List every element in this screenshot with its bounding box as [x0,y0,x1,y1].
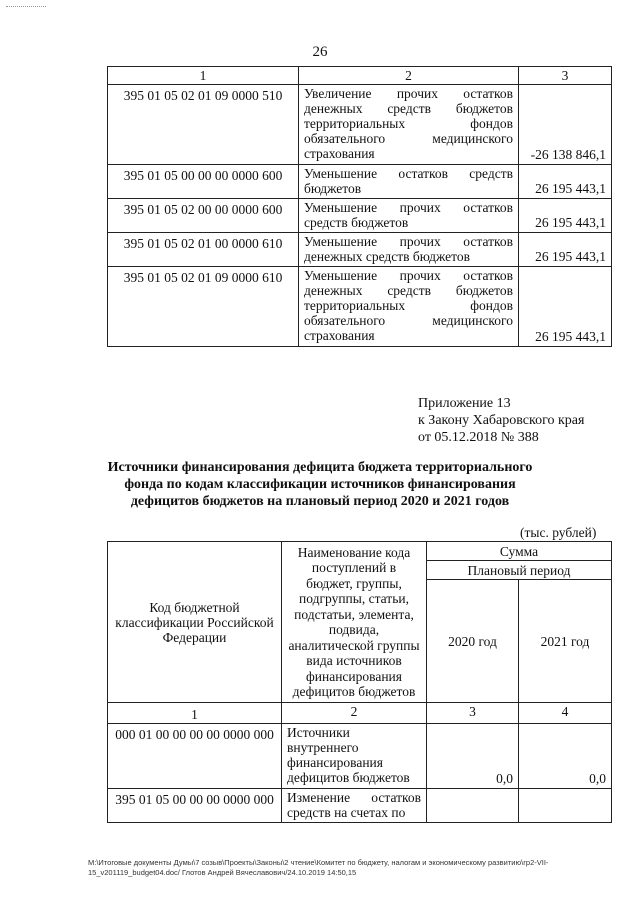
table-header-row [108,542,612,561]
amount: 26 195 443,1 [519,165,612,199]
table-row [108,199,612,233]
item-name: Увеличение прочих остатков денежных средств бюджетов территориальных фондов обязательного медицинского страхования [299,85,519,165]
table-row [108,724,612,789]
budget-code: 395 01 05 00 00 00 0000 600 [108,165,299,199]
sum-header: Сумма [427,542,612,561]
column-number: 1 [108,703,282,724]
planned-period-header: Плановый период [427,561,612,580]
appendix-line: Приложение 13 [418,396,511,411]
table-row [108,267,612,347]
page-number: 26 [312,44,328,60]
table-row [108,85,612,165]
column-number: 2 [282,703,427,724]
budget-code: 395 01 05 02 01 09 0000 610 [108,267,299,347]
year-header-2021: 2021 год [519,580,612,703]
column-number: 3 [427,703,519,724]
appendix-block [418,395,584,446]
amount-2021: 0,0 [519,724,612,789]
amount: 26 195 443,1 [519,199,612,233]
amount: 26 195 443,1 [519,267,612,347]
column-number: 3 [519,67,612,85]
code-column-header: Код бюджетной классификации Российской Федерации [108,542,282,703]
column-number: 4 [519,703,612,724]
budget-code: 395 01 05 02 01 00 0000 610 [108,233,299,267]
budget-code: 395 01 05 00 00 00 0000 000 [108,789,282,823]
column-number: 1 [108,67,299,85]
table-row [108,165,612,199]
appendix-line: от 05.12.2018 № 388 [418,430,539,445]
sources-table-planned [107,541,612,823]
units-label: (тыс. рублей) [520,525,597,540]
file-path-footer [88,858,618,878]
scan-mark [6,6,46,13]
amount-2020: 0,0 [427,724,519,789]
table-header-row [108,67,612,85]
column-number: 2 [299,67,519,85]
document-title: Источники финансирования дефицита бюджета территориального фонда по кодам классификации источников финансирования дефицитов бюджетов на плановый период 2020 и 2021 годов [107,460,533,509]
appendix-line: к Закону Хабаровского края [418,413,585,428]
footer-line: 15_v201119_budget04.doc/ Глотов Андрей Вячеславович/24.10.2019 14:50,15 [88,868,357,877]
budget-code: 395 01 05 02 01 09 0000 510 [108,85,299,165]
sources-table-continued [107,66,612,347]
name-column-header: Наименование кода поступлений в бюджет, группы, подгруппы, статьи, подстатьи, элемента, подвида, аналитической группы вида источников финансирования дефицитов бюджетов [282,542,427,703]
footer-line: M:\Итоговые документы Думы\7 созыв\Проекты\Законы\2 чтение\Комитет по бюджету, налогам и экономическому развитию\гр2-VII- [88,858,549,867]
item-name: Источники внутреннего финансирования дефицитов бюджетов [282,724,427,789]
amount-2021 [519,789,612,823]
item-name: Изменение остатков средств на счетах по [282,789,427,823]
item-name: Уменьшение прочих остатков денежных средств бюджетов [299,233,519,267]
item-name: Уменьшение прочих остатков средств бюджетов [299,199,519,233]
budget-code: 000 01 00 00 00 00 0000 000 [108,724,282,789]
item-name: Уменьшение прочих остатков денежных средств бюджетов территориальных фондов обязательного медицинского страхования [299,267,519,347]
item-name: Уменьшение остатков средств бюджетов [299,165,519,199]
table-row [108,789,612,823]
amount: 26 195 443,1 [519,233,612,267]
amount-2020 [427,789,519,823]
year-header-2020: 2020 год [427,580,519,703]
table-number-row [108,703,612,724]
table-row [108,233,612,267]
budget-code: 395 01 05 02 00 00 0000 600 [108,199,299,233]
amount: -26 138 846,1 [519,85,612,165]
